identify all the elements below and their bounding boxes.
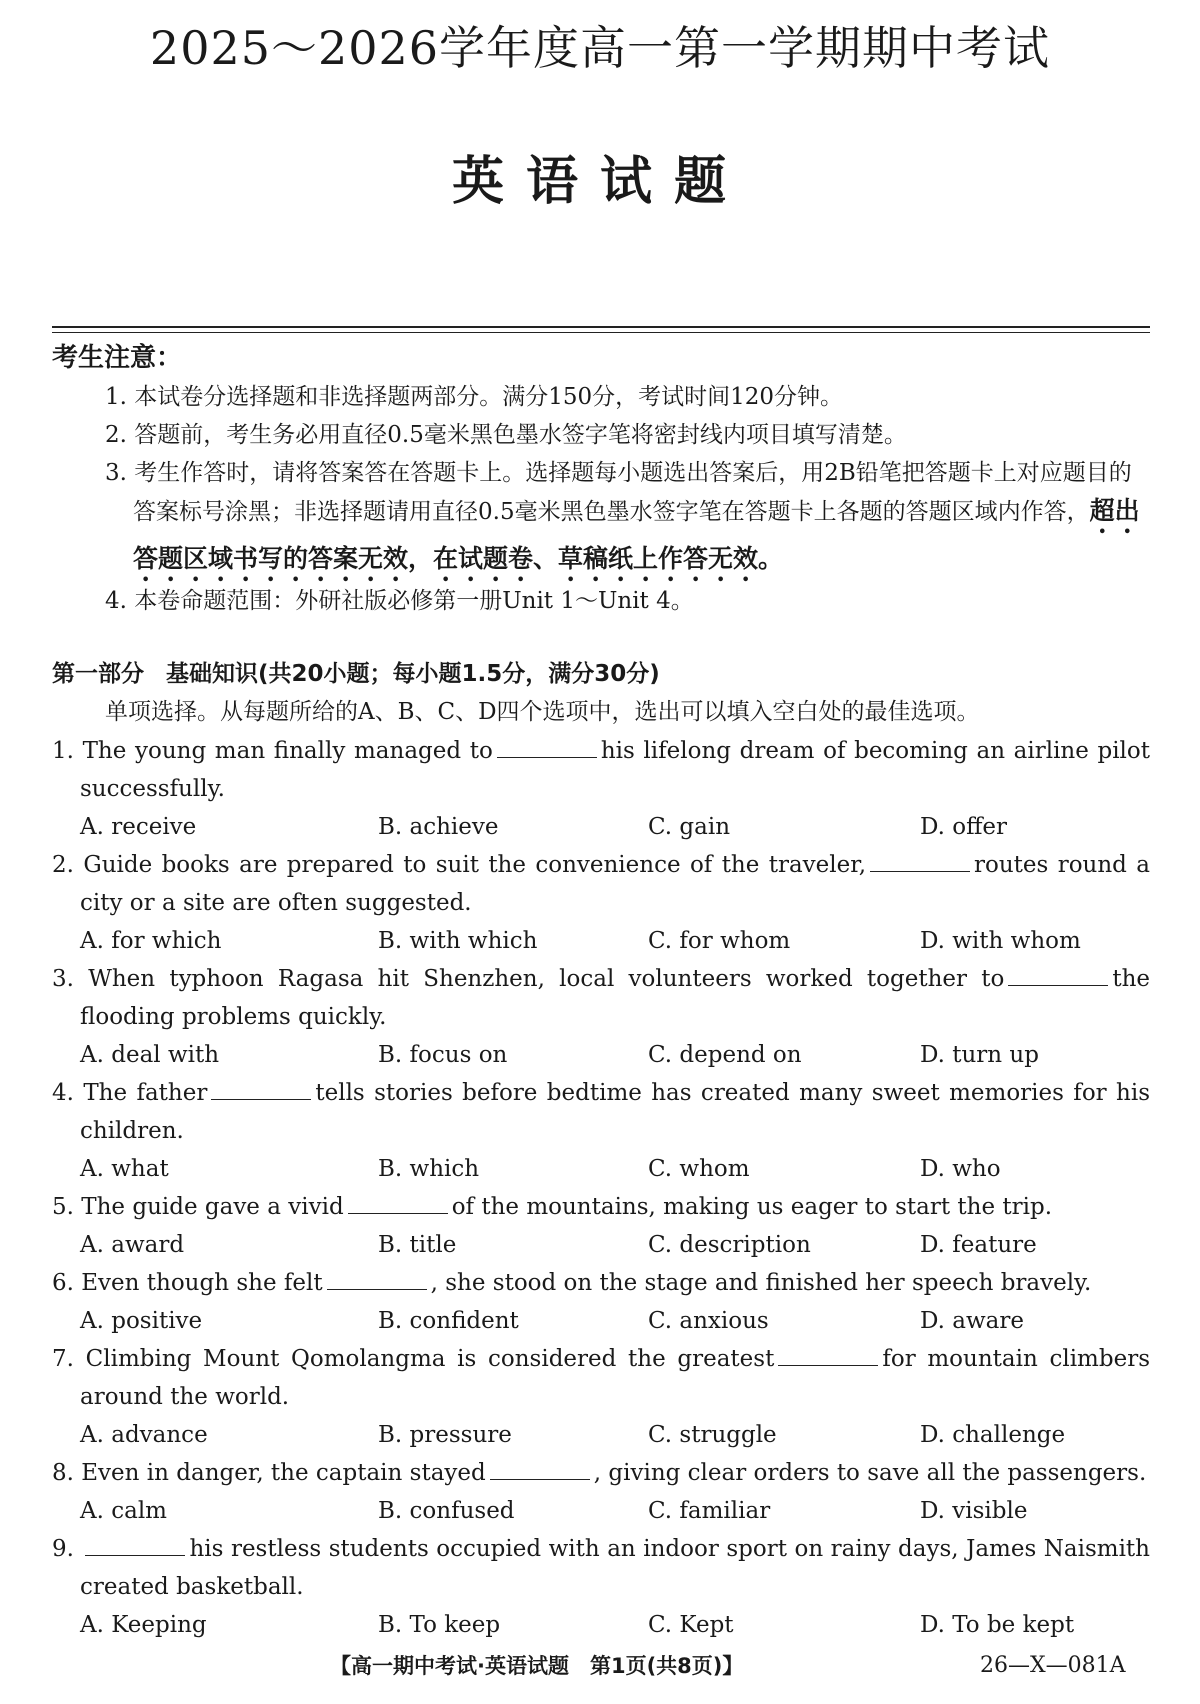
question-1 xyxy=(52,732,1150,808)
option-d: D. aware xyxy=(920,1308,1024,1334)
question-number: 7. xyxy=(52,1346,74,1372)
option-d: D. turn up xyxy=(920,1042,1039,1068)
question-number: 9. xyxy=(52,1536,74,1562)
notice-item-3-emphasis: 超出答题区域书写的答案无效，在试题卷、草稿纸上作答无效。 xyxy=(133,496,1140,573)
option-b: B. with which xyxy=(378,928,538,954)
option-d: D. To be kept xyxy=(920,1612,1075,1638)
answer-blank xyxy=(778,1345,878,1366)
question-text xyxy=(52,1530,1150,1606)
question-4 xyxy=(52,1074,1150,1150)
question-stem-end: of the mountains, making us eager to start the trip. xyxy=(451,1194,1053,1220)
question-text xyxy=(52,1454,1150,1492)
question-9 xyxy=(52,1530,1150,1606)
option-b: B. pressure xyxy=(378,1422,512,1448)
option-d: D. feature xyxy=(920,1232,1037,1258)
question-stem-end: his lifelong dream of becoming an airline pilot successfully. xyxy=(80,738,1151,802)
notice-item-4: 4. 本卷命题范围：外研社版必修第一册Unit 1～Unit 4。 xyxy=(105,588,694,614)
question-3 xyxy=(52,960,1150,1036)
answer-blank xyxy=(1008,965,1108,986)
option-c: C. gain xyxy=(648,814,731,840)
option-c: C. Kept xyxy=(648,1612,734,1638)
answer-blank xyxy=(348,1193,448,1214)
question-5 xyxy=(52,1188,1150,1226)
question-stem: The father xyxy=(83,1080,208,1106)
option-a: A. positive xyxy=(80,1308,203,1334)
question-text xyxy=(52,1340,1150,1416)
option-a: A. for which xyxy=(80,928,222,954)
option-c: C. whom xyxy=(648,1156,750,1182)
option-c: C. description xyxy=(648,1232,811,1258)
question-stem: Even though she felt xyxy=(81,1270,323,1296)
option-c: C. for whom xyxy=(648,928,791,954)
option-c: C. depend on xyxy=(648,1042,802,1068)
question-text xyxy=(52,1188,1150,1226)
answer-blank xyxy=(870,851,970,872)
option-d: D. visible xyxy=(920,1498,1028,1524)
footer-page-info: 【高一期中考试·英语试题 第1页(共8页)】 xyxy=(330,1654,744,1678)
question-stem: Climbing Mount Qomolangma is considered the greatest xyxy=(85,1346,775,1372)
option-b: B. confused xyxy=(378,1498,515,1524)
divider-rule xyxy=(52,326,1150,328)
part-one-heading xyxy=(52,656,660,692)
notice-heading: 考生注意： xyxy=(52,343,183,373)
option-a: A. Keeping xyxy=(80,1612,207,1638)
question-stem-end: , she stood on the stage and finished her speech bravely. xyxy=(430,1270,1092,1296)
question-stem-end: his restless students occupied with an indoor sport on rainy days, James Naismith created basketball. xyxy=(80,1536,1150,1600)
option-a: A. advance xyxy=(80,1422,208,1448)
question-8 xyxy=(52,1454,1150,1492)
question-text xyxy=(52,1074,1150,1150)
answer-blank xyxy=(85,1535,185,1556)
footer-code: 26—X—081A xyxy=(980,1653,1126,1678)
question-stem-end: tells stories before bedtime has created many sweet memories for his children. xyxy=(80,1080,1151,1144)
answer-blank xyxy=(497,737,597,758)
question-2 xyxy=(52,846,1150,922)
question-number: 6. xyxy=(52,1270,74,1296)
option-c: C. familiar xyxy=(648,1498,771,1524)
option-a: A. calm xyxy=(80,1498,167,1524)
question-text xyxy=(52,1264,1150,1302)
answer-blank xyxy=(211,1079,311,1100)
question-stem: The guide gave a vivid xyxy=(81,1194,344,1220)
option-b: B. focus on xyxy=(378,1042,508,1068)
option-d: D. challenge xyxy=(920,1422,1066,1448)
question-stem: Even in danger, the captain stayed xyxy=(81,1460,486,1486)
option-d: D. with whom xyxy=(920,928,1081,954)
option-b: B. achieve xyxy=(378,814,499,840)
question-text xyxy=(52,960,1150,1036)
answer-blank xyxy=(327,1269,427,1290)
question-7 xyxy=(52,1340,1150,1416)
answer-blank xyxy=(490,1459,590,1480)
option-b: B. which xyxy=(378,1156,480,1182)
option-b: B. confident xyxy=(378,1308,519,1334)
question-stem-end: for mountain climbers around the world. xyxy=(80,1346,1150,1410)
question-stem-end: the flooding problems quickly. xyxy=(80,966,1150,1030)
question-stem: The young man finally managed to xyxy=(82,738,493,764)
option-b: B. title xyxy=(378,1232,457,1258)
question-stem-end: routes round a city or a site are often suggested. xyxy=(80,852,1150,916)
question-number: 3. xyxy=(52,966,74,992)
part-one-label: 第一部分 xyxy=(52,661,144,687)
option-a: A. deal with xyxy=(80,1042,220,1068)
question-stem-end: , giving clear orders to save all the passengers. xyxy=(593,1460,1147,1486)
part-one-instruction: 单项选择。从每题所给的A、B、C、D四个选项中，选出可以填入空白处的最佳选项。 xyxy=(105,699,980,725)
question-text xyxy=(52,846,1150,922)
option-c: C. struggle xyxy=(648,1422,777,1448)
option-a: A. receive xyxy=(80,814,197,840)
part-one-title: 基础知识(共20小题；每小题1.5分，满分30分) xyxy=(166,661,660,687)
option-a: A. award xyxy=(80,1232,185,1258)
question-stem: When typhoon Ragasa hit Shenzhen, local volunteers worked together to xyxy=(88,966,1005,992)
notice-item-1: 1. 本试卷分选择题和非选择题两部分。满分150分，考试时间120分钟。 xyxy=(105,384,844,410)
question-text xyxy=(52,732,1150,808)
divider-rule-thin xyxy=(52,332,1150,333)
question-number: 1. xyxy=(52,738,74,764)
question-number: 5. xyxy=(52,1194,74,1220)
option-d: D. who xyxy=(920,1156,1001,1182)
notice-item-3 xyxy=(105,454,1150,588)
question-number: 4. xyxy=(52,1080,74,1106)
option-c: C. anxious xyxy=(648,1308,769,1334)
option-a: A. what xyxy=(80,1156,169,1182)
question-stem: Guide books are prepared to suit the convenience of the traveler, xyxy=(83,852,867,878)
exam-title: 2025～2026学年度高一第一学期期中考试 xyxy=(149,21,1051,75)
option-b: B. To keep xyxy=(378,1612,501,1638)
question-number: 2. xyxy=(52,852,74,878)
subject-title: 英语试题 xyxy=(451,152,748,212)
notice-item-2: 2. 答题前，考生务必用直径0.5毫米黑色墨水签字笔将密封线内项目填写清楚。 xyxy=(105,422,907,448)
question-number: 8. xyxy=(52,1460,74,1486)
notice-item-3-text: 3. 考生作答时，请将答案答在答题卡上。选择题每小题选出答案后，用2B铅笔把答题卡上对应题目的答案标号涂黑；非选择题请用直径0.5毫米黑色墨水签字笔在答题卡上各题的答题区域内作答， xyxy=(105,460,1132,525)
option-d: D. offer xyxy=(920,814,1008,840)
question-6 xyxy=(52,1264,1150,1302)
